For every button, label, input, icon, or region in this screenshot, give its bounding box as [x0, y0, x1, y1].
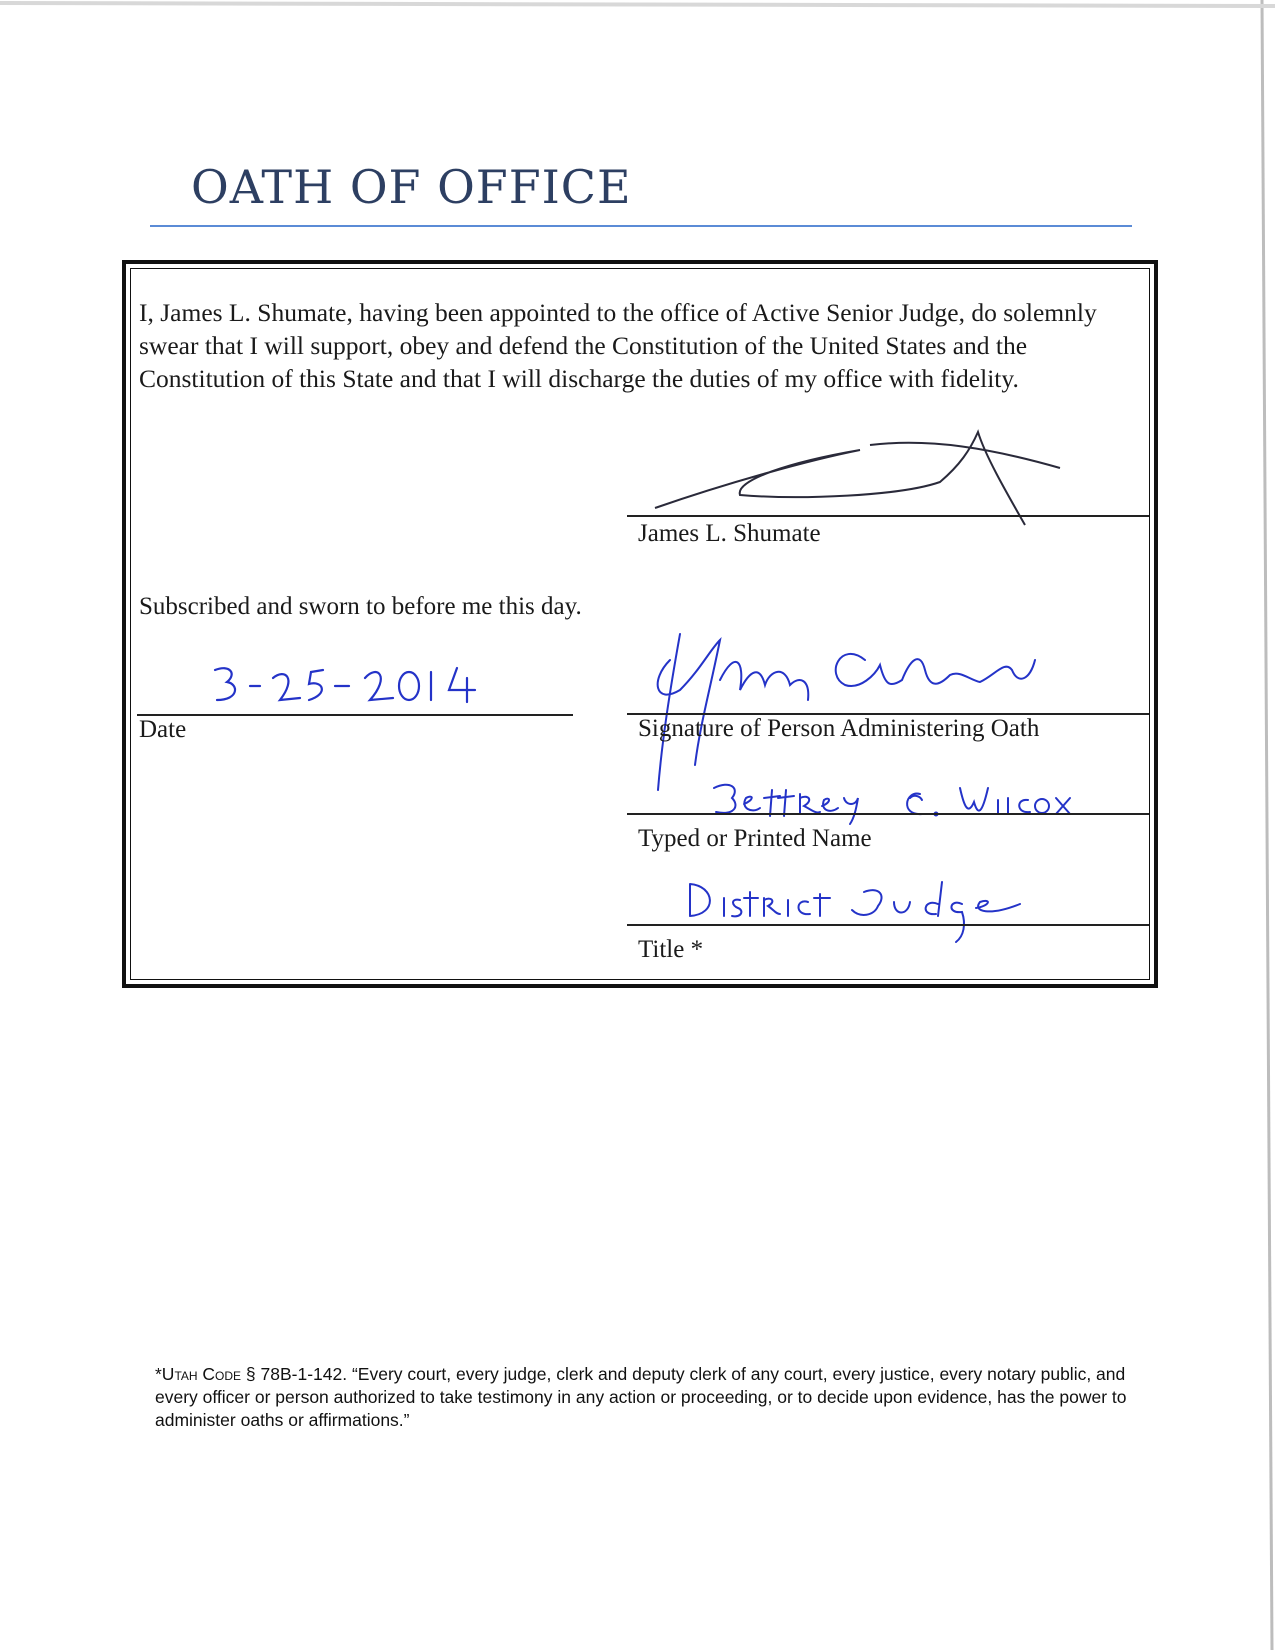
- oath-statement: I, James L. Shumate, having been appointed to the office of Active Senior Judge, do solemnly swear that I will support, obey and defend the Constitution of the United States and the Constitution of this State and that I will discharge the duties of my office with fidelity.: [139, 298, 1097, 393]
- signer-signature: [640, 420, 1080, 530]
- footnote-text: § 78B-1-142. “Every court, every judge, clerk and deputy clerk of any court, every justice, every notary public, and every officer or person authorized to take testimony in any action or proceeding, or to decide upon evidence, has the power to administer oaths or affirmations.”: [155, 1364, 1127, 1430]
- title-label: Title *: [638, 936, 704, 963]
- date-line: [137, 714, 573, 716]
- handwritten-date: [205, 660, 505, 710]
- typed-name-line: [627, 813, 1149, 815]
- page-title: OATH OF OFFICE: [191, 160, 632, 214]
- footnote-code-reference: *Utah Code: [155, 1364, 242, 1384]
- handwritten-title: [680, 876, 1040, 946]
- title-underline: [150, 225, 1132, 227]
- typed-name-label: Typed or Printed Name: [638, 825, 872, 852]
- footnote: [155, 1363, 1135, 1432]
- handwritten-typed-name: [710, 776, 1130, 826]
- administrator-signature-label: Signature of Person Administering Oath: [638, 715, 1040, 742]
- signer-name-label: James L. Shumate: [638, 520, 821, 547]
- signer-signature-line: [627, 515, 1149, 517]
- title-line: [627, 924, 1149, 926]
- subscribed-sworn-text: Subscribed and sworn to before me this day.: [139, 593, 582, 620]
- date-label: Date: [139, 716, 187, 743]
